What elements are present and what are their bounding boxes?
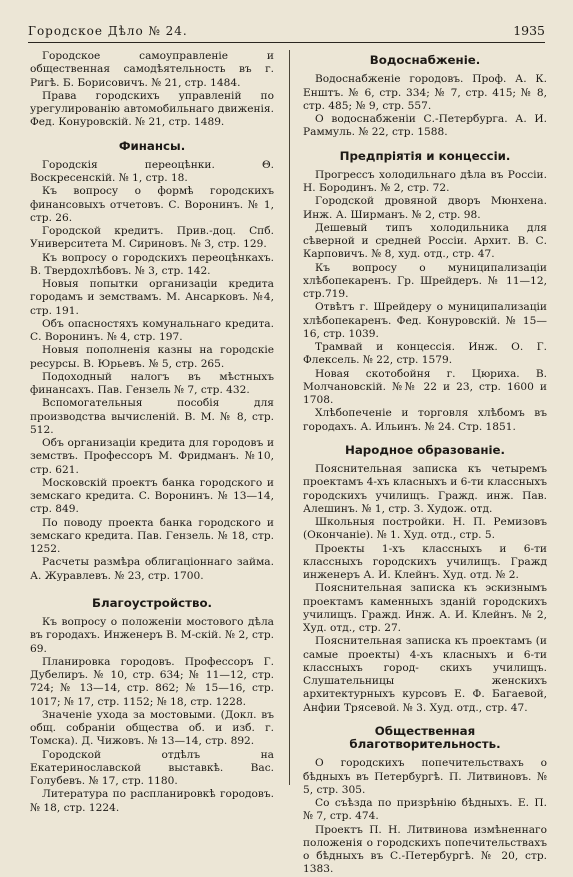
bibliography-entry: Водоснабженіе городовъ. Проф. А. К. Енштъ. № 6, стр. 334; № 7, стр. 415; № 8, стр. 485; № 9, стр. 557.	[303, 73, 547, 112]
bibliography-entry: Объ организаціи кредита для городовъ и земствъ. Профессоръ М. Фридманъ. №10, стр. 621.	[30, 437, 274, 476]
header-rule	[28, 42, 545, 43]
section-heading: Общественная благотворительность.	[349, 723, 501, 751]
bibliography-entry: Городской отдѣлъ на Екатеринославской выставкѣ. Вас. Голубевъ. № 17, стр. 1180.	[30, 748, 274, 787]
right-column	[303, 50, 547, 877]
page-number: 1935	[513, 23, 545, 38]
bibliography-entry: Городскія переоцѣнки. Θ. Воскресенскій. № 1, стр. 18.	[30, 158, 274, 184]
bibliography-entry: О водоснабженіи С.-Петербурга. А. И. Раммуль. № 22, стр. 1588.	[303, 113, 547, 139]
left-column	[30, 50, 274, 815]
bibliography-entry: Дешевый типъ холодильника для сѣверной и средней Россіи. Архит. В. С. Карповичъ. № 8, худ. отд., стр. 47.	[303, 221, 547, 261]
section-heading: Народное образованіе.	[344, 442, 506, 457]
bibliography-entry: Новая скотобойня г. Цюриха. В. Молчановскій. №№ 22 и 23, стр. 1600 и 1708.	[303, 367, 547, 406]
bibliography-entry: Пояснительная записка къ четыремъ проектамъ 4-хъ класныхъ и 6-ти классныхъ городскихъ училищъ. Гражд. инж. Пав. Алешинъ. № 1, стр. 3. Худож. отд.	[303, 463, 547, 515]
bibliography-entry: Прогрессъ холодильнаго дѣла въ Россіи. Н. Бородинъ. № 2, стр. 72.	[303, 168, 547, 194]
bibliography-entry: Городской дровяной дворъ Мюнхена. Инж. А. Ширманъ. № 2, стр. 98.	[303, 195, 547, 221]
bibliography-entry: Новыя попытки организаціи кредита городамъ и земствамъ. М. Ансарковъ. №4, стр. 191.	[30, 278, 274, 317]
bibliography-entry: Проекты 1-хъ классныхъ и 6-ти классныхъ городскихъ училищъ. Гражд инженеръ А. И. Клейнъ. Худ. отд. № 2.	[303, 542, 547, 581]
bibliography-entry: Планировка городовъ. Профессоръ Г. Дубелиръ. № 10, стр. 634; № 11—12, стр. 724; № 13—14, стр. 862; № 15—16, стр. 1017; № 17, стр. 1152; № 18, стр. 1228.	[30, 655, 274, 708]
bibliography-entry: Литература по распланировкѣ городовъ. № 18, стр. 1224.	[30, 788, 274, 814]
bibliography-entry: По поводу проекта банка городского и земскаго кредита. Пав. Гензель. № 18, стр. 1252.	[30, 516, 274, 555]
bibliography-entry: Школьныя постройки. Н. П. Ремизовъ (Окончаніе). № 1. Худ. отд., стр. 5.	[303, 516, 547, 542]
bibliography-entry: Права городскихъ управленій по урегулированію автомобильнаго движенія. Фед. Конуровскій. № 21, стр. 1489.	[30, 89, 274, 129]
bibliography-entry: Значеніе ухода за мостовыми. (Докл. въ общ. собраніи общества об. и изб. г. Томска). Д. Чижовъ. № 13—14, стр. 892.	[30, 708, 274, 748]
bibliography-entry: Расчеты размѣра облигаціоннаго займа. А. Журавлевъ. № 23, стр. 1700.	[30, 556, 274, 582]
page-header	[28, 20, 545, 38]
bibliography-entry: Хлѣбопеченіе и торговля хлѣбомъ въ городахъ. А. Ильинъ. № 24. Стр. 1851.	[303, 407, 547, 433]
bibliography-entry: Къ вопросу о муниципализаціи хлѣбопекаренъ. Гр. Шрейдеръ. № 11—12, стр.719.	[303, 261, 547, 300]
bibliography-entry: Отвѣтъ г. Шрейдеру о муниципализаціи хлѣбопекаренъ. Фед. Конуровскій. № 15—16, стр. 1039.	[303, 301, 547, 340]
section-heading: Водоснабженіе.	[369, 53, 481, 67]
bibliography-entry: Городское самоуправленіе и общественная самодѣятельность въ г. Ригѣ. Б. Борисовичъ. № 21, стр. 1484.	[30, 50, 274, 89]
section-heading: Финансы.	[118, 138, 186, 153]
journal-title: Городское Дѣло № 24.	[28, 24, 188, 38]
bibliography-entry: Проектъ П. Н. Литвинова измѣненнаго положенія о городскихъ попечительствахъ о бѣдныхъ въ С.-Петербургѣ. № 20, стр. 1383.	[303, 823, 547, 876]
bibliography-entry: Къ вопросу о положеніи мостового дѣла въ городахъ. Инженеръ В. М-скій. № 2, стр. 69.	[30, 616, 274, 655]
column-divider	[289, 50, 290, 785]
bibliography-entry: Пояснительная записка къ проектамъ (и самые проекты) 4-хъ класныхъ и 6-ти классныхъ город- скихъ училищъ. Слушательницы женскихъ архитектурныхъ курсовъ Е. Ф. Багаевой, Анфии Трясевой. № 3. Худ. отд., стр. 47.	[303, 635, 547, 714]
bibliography-entry: Вспомогательныя пособія для производства вычисленій. В. М. № 8, стр. 512.	[30, 397, 274, 436]
bibliography-entry: Московскій проектъ банка городского и земскаго кредита. С. Воронинъ. № 13—14, стр. 849.	[30, 476, 274, 516]
bibliography-entry: О городскихъ попечительствахъ о бѣдныхъ въ Петербургѣ. П. Литвиновъ. № 5, стр. 305.	[303, 757, 547, 796]
bibliography-entry: Къ вопросу о городскихъ переоцѣнкахъ. В. Твердохлѣбовъ. № 3, стр. 142.	[30, 251, 274, 277]
bibliography-entry: Къ вопросу о формѣ городскихъ финансовыхъ отчетовъ. С. Воронинъ. № 1, стр. 26.	[30, 185, 274, 224]
bibliography-entry: Объ опасностяхъ комунальнаго кредита. С. Воронинъ. № 4, стр. 197.	[30, 317, 274, 343]
section-heading: Благоустройство.	[91, 595, 213, 610]
bibliography-entry: Подоходный налогъ въ мѣстныхъ финансахъ. Пав. Гензель № 7, стр. 432.	[30, 370, 274, 396]
bibliography-entry: Новыя пополненія казны на городскіе ресурсы. В. Юрьевъ. № 5, стр. 265.	[30, 344, 274, 370]
section-heading: Предпріятія и концессіи.	[339, 148, 511, 163]
bibliography-entry: Со съѣзда по призрѣнію бѣдныхъ. Е. П. № 7, стр. 474.	[303, 797, 547, 823]
bibliography-entry: Трамвай и концессія. Инж. О. Г. Флексель. № 22, стр. 1579.	[303, 341, 547, 367]
bibliography-entry: Городской кредитъ. Прив.-доц. Спб. Университета М. Сириновъ. № 3, стр. 129.	[30, 225, 274, 251]
bibliography-entry: Пояснительная записка къ эскизнымъ проектамъ каменныхъ зданій городскихъ училищъ. Гражд. Инж. А. И. Клейнъ. № 2, Худ. отд., стр. 27.	[303, 582, 547, 634]
